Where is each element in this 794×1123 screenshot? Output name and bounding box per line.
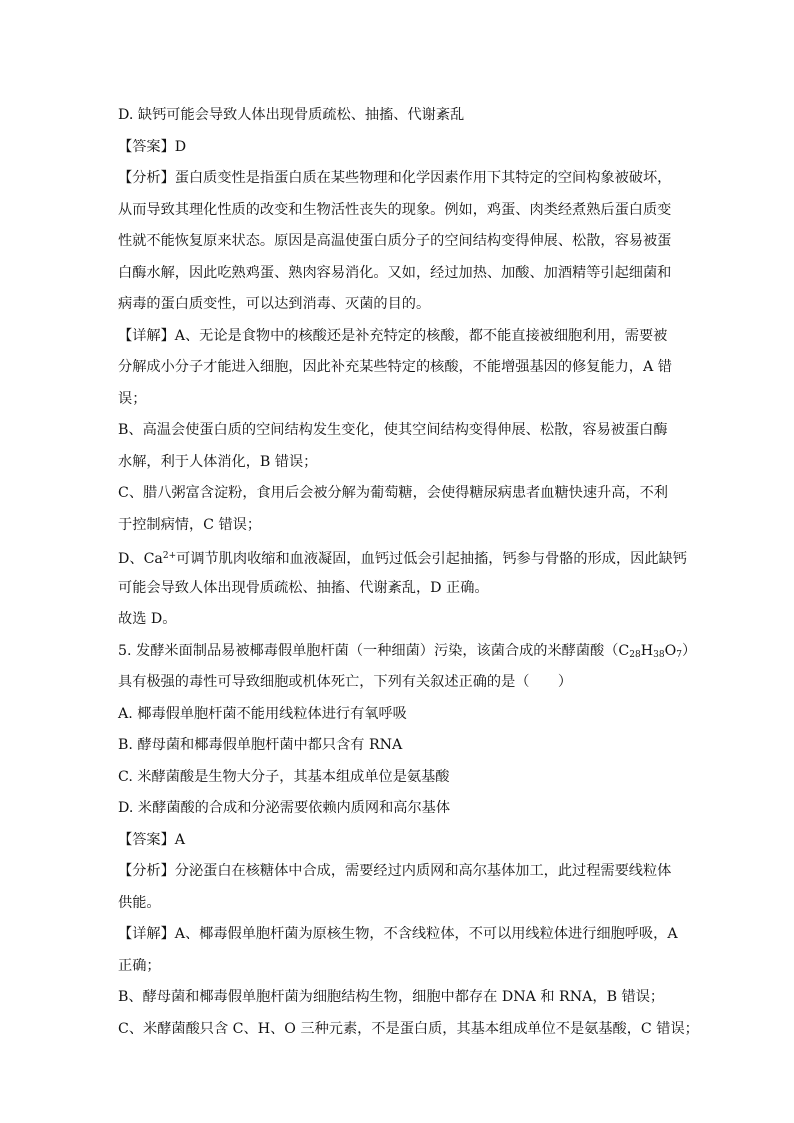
option-c: C. 米酵菌酸是生物大分子，其基本组成单位是氨基酸 xyxy=(118,768,450,785)
formula-o-count: 7 xyxy=(676,649,682,660)
explanation-b-line-2: 水解，利于人体消化，B 错误； xyxy=(118,453,318,470)
explanation-d-line-2: 可能会导致人体出现骨质疏松、抽搐、代谢紊乱，D 正确。 xyxy=(118,579,489,596)
formula-o: O xyxy=(664,642,677,659)
option-b: B. 酵母菌和椰毒假单胞杆菌中都只含有 RNA xyxy=(118,737,403,753)
explanation-line-2: 分解成小分子才能进入细胞，因此补充某些特定的核酸，不能增强基因的修复能力，A 错 xyxy=(118,359,672,375)
question-5-line-1 xyxy=(118,636,697,668)
analysis-line-2: 从而导致其理化性质的改变和生物活性丧失的现象。例如，鸡蛋、肉类经煮熟后蛋白质变 xyxy=(118,201,672,218)
answer-label-2: 【答案】A xyxy=(118,831,185,848)
explanation-b-line-1: B、高温会使蛋白质的空间结构发生变化，使其空间结构变得伸展、松散，容易被蛋白酶 xyxy=(118,422,668,438)
explanation-2-line-1: 【详解】A、椰毒假单胞杆菌为原核生物，不含线粒体，不可以用线粒体进行细胞呼吸，A xyxy=(118,926,678,942)
explanation-line-3: 误； xyxy=(118,390,147,407)
explanation-c-line-2: 于控制病情，C 错误； xyxy=(118,516,262,533)
ca-rest: 可调节肌肉收缩和血液凝固，血钙过低会引起抽搐，钙参与骨骼的形成，因此缺钙 xyxy=(176,551,687,567)
formula-h: H xyxy=(640,642,654,659)
explanation-line-1: 【详解】A、无论是食物中的核酸还是补充特定的核酸，都不能直接被细胞利用，需要被 xyxy=(118,327,668,344)
analysis-line-3: 性就不能恢复原来状态。原因是高温使蛋白质分子的空间结构变得伸展、松散，容易被蛋 xyxy=(118,233,672,249)
option-d-prev: D. 缺钙可能会导致人体出现骨质疏松、抽搐、代谢紊乱 xyxy=(118,107,465,123)
analysis-line-1: 【分析】蛋白质变性是指蛋白质在某些物理和化学因素作用下其特定的空间构象被破坏， xyxy=(118,170,672,186)
q5-text: 5. 发酵米面制品易被椰毒假单胞杆菌（一种细菌）污染，该菌合成的米酵菌酸（C xyxy=(118,642,630,659)
formula-c-count: 28 xyxy=(629,649,641,660)
explanation-2-c: C、米酵菌酸只含 C、H、O 三种元素，不是蛋白质，其基本组成单位不是氨基酸，C 错误； xyxy=(118,1020,699,1037)
explanation-2-b: B、酵母菌和椰毒假单胞杆菌为细胞结构生物，细胞中都存在 DNA 和 RNA，B 错误； xyxy=(118,989,665,1005)
explanation-d-line-1 xyxy=(118,541,688,573)
analysis-2-line-1: 【分析】分泌蛋白在核糖体中合成，需要经过内质网和高尔基体加工，此过程需要线粒体 xyxy=(118,863,672,879)
ca-charge: 2+ xyxy=(162,551,177,561)
ca-prefix: D、Ca xyxy=(118,551,163,567)
answer-label: 【答案】D xyxy=(118,138,187,155)
question-5-line-2: 具有极强的毒性可导致细胞或机体死亡，下列有关叙述正确的是（ ） xyxy=(118,674,573,690)
analysis-line-5: 病毒的蛋白质变性，可以达到消毒、灭菌的目的。 xyxy=(118,296,431,312)
document-page xyxy=(118,100,699,1045)
option-a: A. 椰毒假单胞杆菌不能用线粒体进行有氧呼吸 xyxy=(118,705,407,722)
conclusion: 故选 D。 xyxy=(118,611,177,627)
option-d: D. 米酵菌酸的合成和分泌需要依赖内质网和高尔基体 xyxy=(118,800,451,816)
formula-close: ） xyxy=(681,642,697,659)
formula-h-count: 38 xyxy=(653,649,665,660)
explanation-c-line-1: C、腊八粥富含淀粉，食用后会被分解为葡萄糖，会使得糖尿病患者血糖快速升高，不利 xyxy=(118,485,668,501)
analysis-line-4: 白酶水解，因此吃熟鸡蛋、熟肉容易消化。又如，经过加热、加酸、加酒精等引起细菌和 xyxy=(118,264,672,281)
explanation-2-line-2: 正确； xyxy=(118,957,161,974)
analysis-2-line-2: 供能。 xyxy=(118,894,161,911)
